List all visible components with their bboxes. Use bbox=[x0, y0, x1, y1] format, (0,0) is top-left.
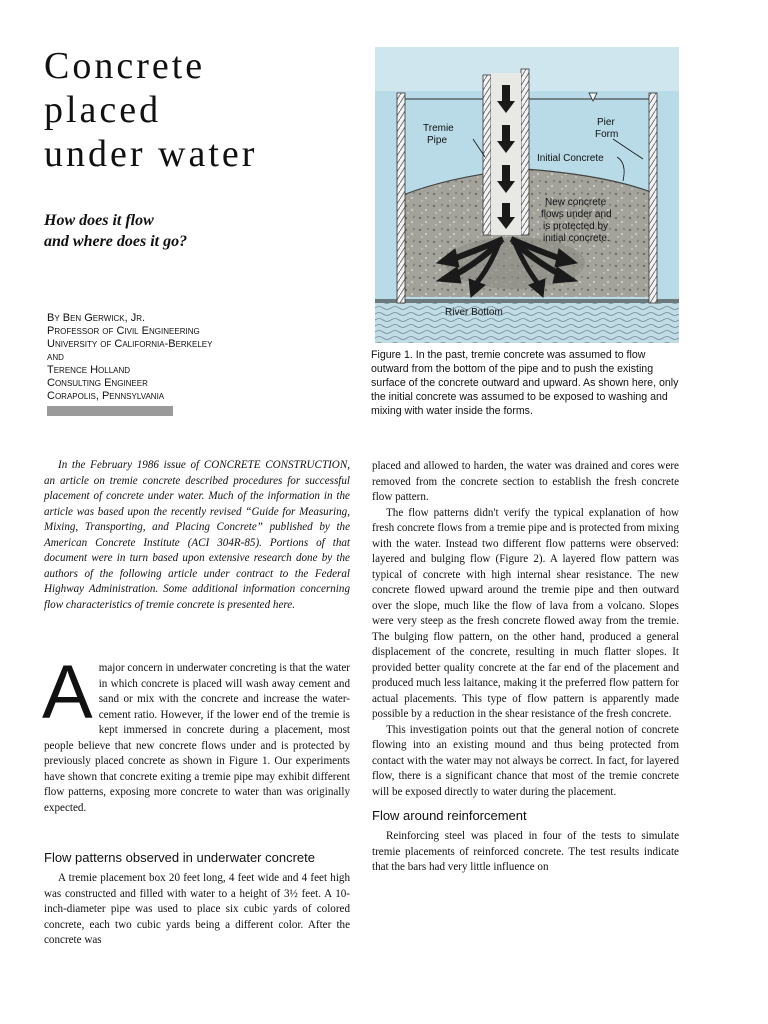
byline-line: University of California-Berkeley bbox=[47, 338, 213, 350]
byline-line: and bbox=[47, 351, 64, 363]
tremie-diagram bbox=[375, 47, 679, 343]
byline-line: Terence Holland bbox=[47, 364, 131, 376]
body-paragraph: A tremie placement box 20 feet long, 4 feet wide and 4 feet high was constructed and filled with water to a height of 3½ feet. A 10-inch-diameter pipe was used to place six cubic yards of colored concrete, each two cubic yards being a different color. After the concrete was bbox=[44, 872, 350, 946]
figure-1-diagram bbox=[375, 47, 679, 343]
drop-cap: A bbox=[42, 650, 93, 735]
label-new-concrete: New concrete bbox=[545, 197, 607, 208]
body-paragraph: The flow patterns didn't verify the typical explanation of how fresh concrete flows from a tremie pipe and is protected from mixing with the water. Instead two different flow patterns were observed: layered and bulging flow (Figure 2). A layered flow pattern was typical of concrete with high internal shear resistance. The new concrete flowed upward around the tremie pipe and then outward over the slope, much like the flow of lava from a volcano. Slopes were very steep as the fresh concrete flowed away from the tremie. The bulging flow pattern, on the other hand, produced a general displacement of the concrete, resulting in much flatter slopes. It provided better quality concrete at the far end of the placement and produced much less laitance, making it the preferred flow pattern for actual placements. This type of flow pattern is apparently made possible by a reduction in the shear resistance of the fresh concrete. bbox=[372, 506, 679, 720]
river-bottom bbox=[375, 301, 679, 343]
label-tremie-pipe: Pipe bbox=[427, 135, 448, 146]
body-paragraph: placed and allowed to harden, the water was drained and cores were removed from the concrete section to establish the fresh concrete flow pattern. bbox=[372, 460, 679, 503]
label-river-bottom: River Bottom bbox=[445, 307, 503, 318]
label-pier-form: Pier bbox=[597, 117, 615, 128]
column-right bbox=[372, 459, 679, 876]
title-line: under water bbox=[44, 133, 258, 175]
label-tremie-pipe: Tremie bbox=[423, 123, 454, 134]
figure-caption: Figure 1. In the past, tremie concrete was assumed to flow outward from the bottom of the pipe and to push the existing surface of the concrete outward and upward. As shown here, only the initial concrete was assumed to be exposed to washing and mixing with water inside the forms. bbox=[371, 349, 679, 417]
subtitle-line: and where does it go? bbox=[44, 233, 188, 250]
body-text: major concern in underwater concreting is that the water in which concrete is placed will wash away cement and sand or mix with the concrete and increase the water-cement ratio. However, if the lower end of the tremie is kept immersed in concrete during a placement, most people believe that new concrete flows under and is protected by previously placed concrete as shown in Figure 1. Our experiments have shown that concrete exiting a tremie pipe may exhibit different flow patterns, exposing more concrete to water than was originally expected. bbox=[44, 662, 350, 814]
label-new-concrete: flows under and bbox=[541, 209, 612, 220]
tremie-pipe-left-wall bbox=[483, 75, 491, 235]
byline-line: Consulting Engineer bbox=[47, 377, 148, 389]
body-paragraph: This investigation points out that the general notion of concrete flowing into an existing mound and thus being protected from contact with the water may not always be correct. In fact, for layered flow, there is a significant chance that most of the tremie concrete will be exposed directly to water during the placement. bbox=[372, 723, 679, 798]
subtitle-line: How does it flow bbox=[44, 212, 154, 229]
byline-line: Professor of Civil Engineering bbox=[47, 325, 200, 337]
label-initial-concrete: Initial Concrete bbox=[537, 153, 604, 164]
label-new-concrete: initial concrete. bbox=[543, 233, 610, 244]
body-paragraph: Reinforcing steel was placed in four of the tests to simulate tremie placements of reinforced concrete. The test results indicate that the bars had very little influence on bbox=[372, 830, 679, 873]
section-heading: Flow around reinforcement bbox=[372, 808, 527, 823]
byline-line: By Ben Gerwick, Jr. bbox=[47, 312, 146, 324]
column-left-lower bbox=[44, 842, 350, 949]
section-heading: Flow patterns observed in underwater concrete bbox=[44, 850, 315, 865]
byline-divider bbox=[47, 406, 173, 416]
article-subtitle bbox=[44, 210, 344, 252]
tremie-pipe-right-wall bbox=[521, 69, 529, 235]
pier-form-left bbox=[397, 93, 405, 303]
title-line: placed bbox=[44, 89, 162, 131]
label-new-concrete: is protected by bbox=[543, 221, 609, 232]
editor-intro: In the February 1986 issue of CONCRETE CONSTRUCTION, an article on tremie concrete described procedures for successful placement of concrete under water. Much of the information in the article was based upon the recently revised “Guide for Measuring, Mixing, Transporting, and Placing Concrete” published by the American Concrete Institute (ACI 304R-85). Portions of that document were in turn based upon extensive research done by the authors of the following article under contract to the Federal Highway Administration. Some additional information concerning flow characteristics of tremie concrete is presented here. bbox=[44, 459, 350, 611]
byline-line: Corapolis, Pennsylvania bbox=[47, 390, 165, 402]
column-left bbox=[42, 650, 350, 816]
title-line: Concrete bbox=[44, 45, 206, 87]
byline bbox=[47, 312, 347, 403]
label-pier-form: Form bbox=[595, 129, 619, 140]
body-paragraph bbox=[42, 650, 350, 816]
article-title bbox=[44, 44, 344, 176]
pier-form-right bbox=[649, 93, 657, 303]
